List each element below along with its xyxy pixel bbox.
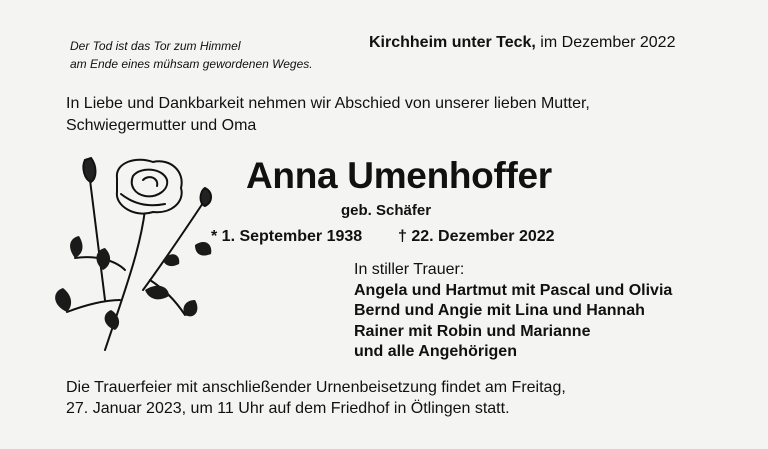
intro-text xyxy=(66,93,590,137)
mourner-line: und alle Angehörigen xyxy=(354,343,517,360)
birth-date: * 1. September 1938 xyxy=(211,228,363,245)
maiden-name: geb. Schäfer xyxy=(341,202,432,219)
mourner-line: Angela und Hartmut mit Pascal und Olivia xyxy=(354,281,673,299)
service-info xyxy=(66,377,566,419)
mourners-lead: In stiller Trauer: xyxy=(354,261,465,278)
place-and-date xyxy=(369,34,675,52)
epigraph-quote xyxy=(70,37,313,73)
intro-line-1: In Liebe und Dankbarkeit nehmen wir Abschied von unserer lieben Mutter, xyxy=(66,95,590,112)
place-date: im Dezember 2022 xyxy=(535,34,676,51)
rose-illustration-icon xyxy=(45,150,220,355)
intro-line-2: Schwiegermutter und Oma xyxy=(66,117,257,134)
deceased-name: Anna Umenhoffer xyxy=(246,155,552,196)
mourner-line: Bernd und Angie mit Lina und Hannah xyxy=(354,302,645,319)
epigraph-line-1: Der Tod ist das Tor zum Himmel xyxy=(70,39,241,53)
mourners-block xyxy=(354,260,672,363)
service-line-1: Die Trauerfeier mit anschließender Urnenbeisetzung findet am Freitag, xyxy=(66,379,566,396)
service-line-2: 27. Januar 2023, um 11 Uhr auf dem Friedhof in Ötlingen statt. xyxy=(66,400,510,417)
mourner-line: Rainer mit Robin und Marianne xyxy=(354,322,591,340)
death-date: † 22. Dezember 2022 xyxy=(398,228,555,245)
place-city: Kirchheim unter Teck, xyxy=(369,34,536,51)
epigraph-line-2: am Ende eines mühsam gewordenen Weges. xyxy=(70,57,313,71)
